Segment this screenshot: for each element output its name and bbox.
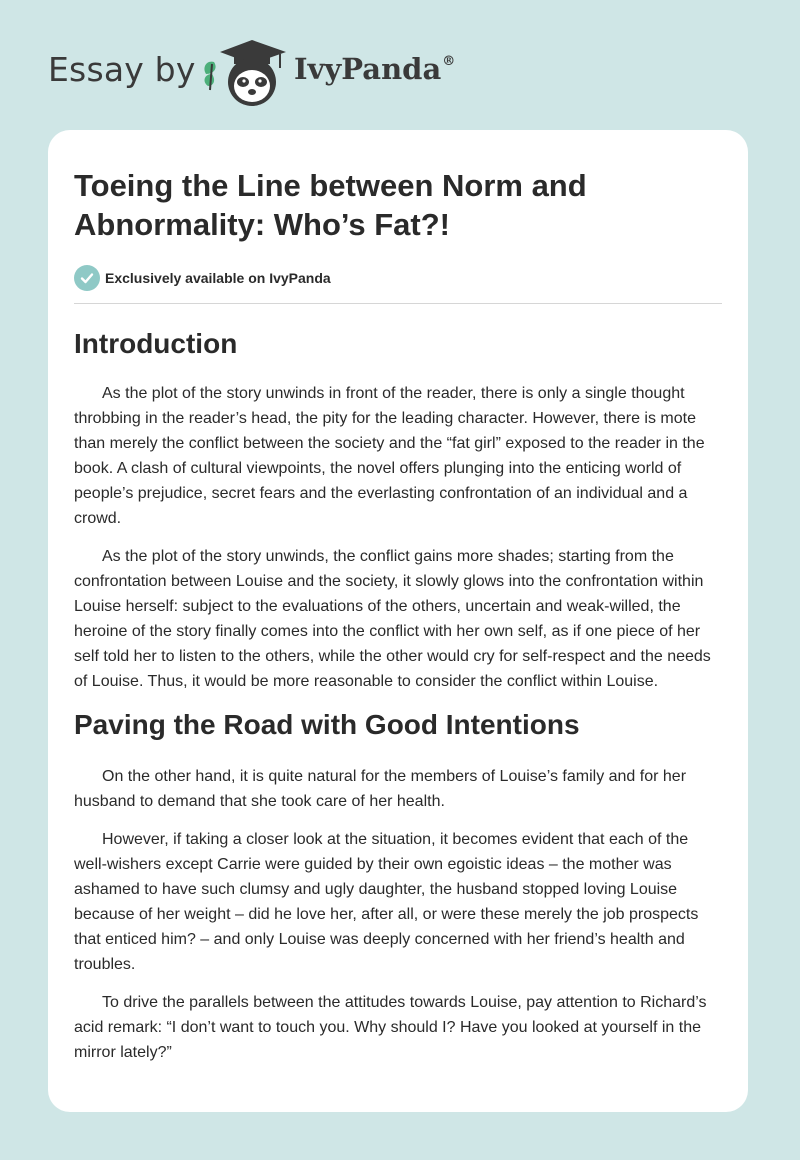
page-title: Toeing the Line between Norm and Abnormality: Who’s Fat?! (74, 168, 587, 242)
section-heading: Paving the Road with Good Intentions (74, 709, 580, 740)
divider (74, 303, 722, 304)
section-heading: Introduction (74, 328, 238, 359)
check-icon (74, 265, 100, 291)
site-header (0, 0, 800, 130)
paragraph: As the plot of the story unwinds in front of the reader, there is only a single thought throbbing in the reader’s head, the pity for the leading character. However, there is mote than merely the conflict between the society and the “fat girl” exposed to the reader in the book. A clash of cultural viewpoints, the novel offers plunging into the enticing world of people’s prejudice, secret fears and the everlasting confrontation of an individual and a crowd. (74, 385, 705, 527)
paragraph: To drive the parallels between the attitudes towards Louise, pay attention to Richard’s acid remark: “I don’t want to touch you. Why should I? Have you looked at yourself in the mirror lately?” (74, 994, 707, 1061)
essay-by-label: Essay by (48, 50, 196, 89)
brand-name[interactable]: IvyPanda® (294, 52, 456, 86)
exclusive-badge (74, 264, 722, 292)
panda-graduate-icon[interactable] (200, 34, 292, 110)
paragraph: On the other hand, it is quite natural for the members of Louise’s family and for her husband to demand that she took care of her health. (74, 768, 687, 810)
paragraph: As the plot of the story unwinds, the conflict gains more shades; starting from the confrontation between Louise and the society, it slowly glows into the confrontation within Louise herself: subject to the evaluations of the others, uncertain and weak-willed, the heroine of the story finally comes into the conflict with her own self, as if one piece of her self told her to listen to the others, while the other would cry for self-respect and the needs of Louise. Thus, it would be more reasonable to consider the conflict within Louise. (74, 548, 711, 690)
essay-card (48, 130, 748, 1112)
paragraph: However, if taking a closer look at the situation, it becomes evident that each of the well-wishers except Carrie were guided by their own egoistic ideas – the mother was ashamed to have such clumsy and ugly daughter, the husband stopped loving Louise because of her weight – did he love her, after all, or were these merely the job prospects that enticed him? – and only Louise was deeply concerned with her friend’s health and troubles. (74, 831, 699, 973)
exclusive-badge-label: Exclusively available on IvyPanda (105, 270, 331, 286)
